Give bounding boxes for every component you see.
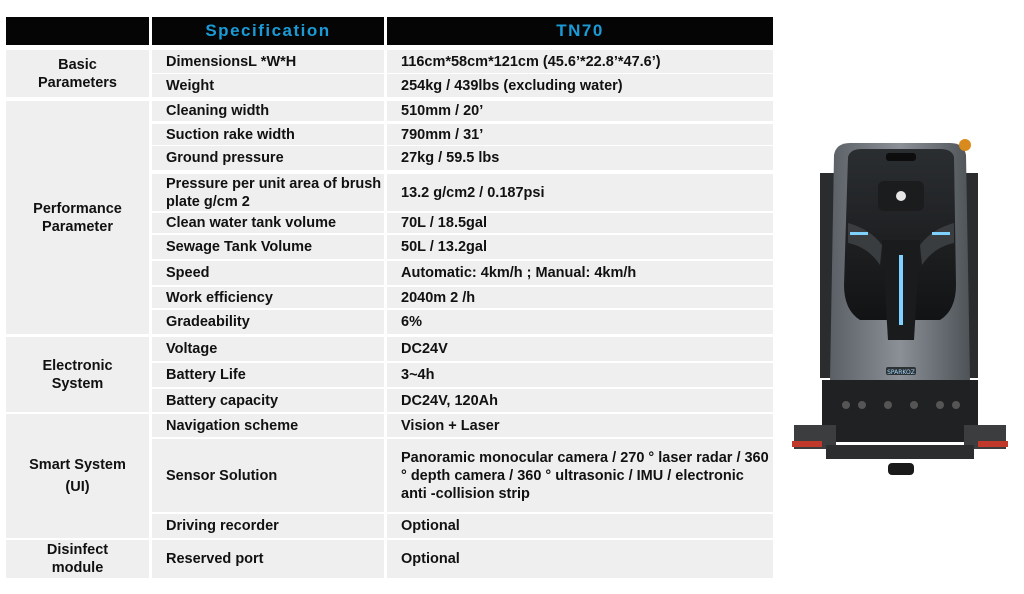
model-header: TN70: [387, 17, 773, 45]
category-label-line: Parameter: [42, 218, 113, 235]
value-cell: 27kg / 59.5 lbs: [387, 146, 773, 170]
param-cell: Cleaning width: [152, 101, 384, 121]
value-cell: 13.2 g/cm2 / 0.187psi: [387, 174, 773, 211]
param-cell: Clean water tank volume: [152, 213, 384, 233]
value-cell: 2040m 2 /h: [387, 287, 773, 308]
header-corner: [6, 17, 149, 45]
value-cell: Optional: [387, 514, 773, 538]
category-label-line: module: [51, 560, 104, 576]
value-cell: 70L / 18.5gal: [387, 213, 773, 233]
category-cell: [6, 540, 149, 578]
param-cell: Gradeability: [152, 310, 384, 334]
category-cell: [6, 50, 149, 97]
category-cell: [6, 101, 149, 334]
category-label: [29, 456, 126, 496]
category-label-line: Performance: [33, 200, 122, 217]
value-cell: Vision + Laser: [387, 414, 773, 437]
category-label-line: Basic: [58, 56, 97, 73]
value-cell: 3~4h: [387, 363, 773, 387]
value-cell: Panoramic monocular camera / 270 ° laser radar / 360 ° depth camera / 360 ° ultrasonic / IMU / electronic anti -collision strip: [387, 439, 773, 512]
value-cell: 50L / 13.2gal: [387, 235, 773, 259]
param-cell: Reserved port: [152, 540, 384, 578]
value-cell: 254kg / 439lbs (excluding water): [387, 74, 773, 97]
category-cell: [6, 337, 149, 412]
category-label: [47, 541, 108, 577]
param-cell: Work efficiency: [152, 287, 384, 308]
param-cell: Suction rake width: [152, 124, 384, 145]
category-label-line: (UI): [65, 479, 90, 495]
value-cell: 790mm / 31’: [387, 124, 773, 145]
value-cell: DC24V: [387, 337, 773, 361]
brand-plate: SPARKOZ: [887, 369, 915, 376]
param-cell: Speed: [152, 261, 384, 285]
param-cell: Pressure per unit area of brush plate g/cm 2: [152, 174, 384, 211]
value-cell: 510mm / 20’: [387, 101, 773, 121]
category-label: [38, 56, 117, 92]
value-cell: 116cm*58cm*121cm (45.6’*22.8’*47.6’): [387, 50, 773, 73]
param-cell: Voltage: [152, 337, 384, 361]
value-cell: Optional: [387, 540, 773, 578]
category-label-line: System: [51, 375, 104, 392]
category-label-line: Smart System: [29, 457, 126, 473]
value-cell: 6%: [387, 310, 773, 334]
param-cell: Navigation scheme: [152, 414, 384, 437]
value-cell: Automatic: 4km/h ; Manual: 4km/h: [387, 261, 773, 285]
param-cell: Weight: [152, 74, 384, 97]
param-cell: DimensionsL *W*H: [152, 50, 384, 73]
scrubber-robot-image: [790, 135, 1010, 480]
param-cell: Sewage Tank Volume: [152, 235, 384, 259]
value-cell: DC24V, 120Ah: [387, 389, 773, 412]
param-cell: Driving recorder: [152, 514, 384, 538]
category-cell: [6, 414, 149, 538]
category-label: [42, 357, 112, 393]
param-cell: Sensor Solution: [152, 439, 384, 512]
category-label-line: Parameters: [38, 74, 117, 91]
category-label-line: Electronic: [42, 357, 113, 374]
category-label-line: Disinfect: [46, 542, 109, 558]
param-cell: Battery Life: [152, 363, 384, 387]
param-cell: Ground pressure: [152, 146, 384, 170]
spec-header: Specification: [152, 17, 384, 45]
param-cell: Battery capacity: [152, 389, 384, 412]
category-label: [33, 200, 122, 236]
